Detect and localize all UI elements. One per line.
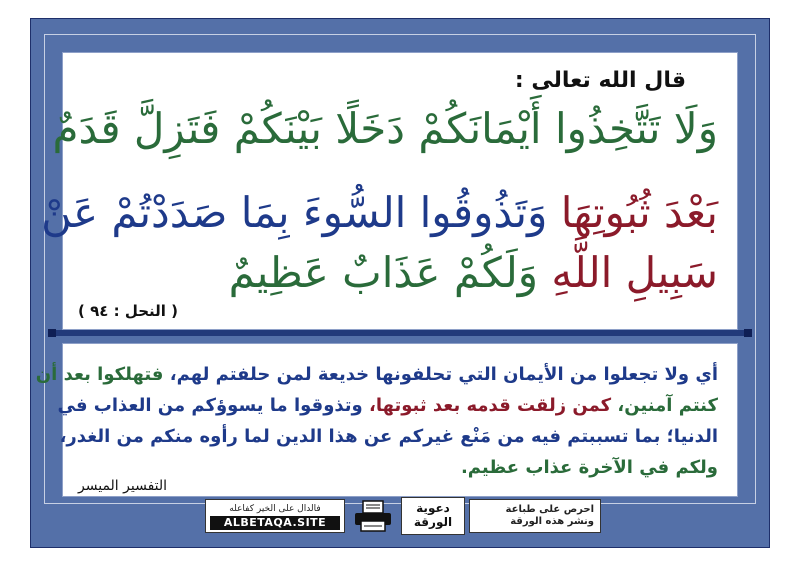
verse-line-1: [52, 104, 718, 153]
verse-line-2-red: بَعْدَ ثُبُوتِهَا: [547, 188, 718, 237]
tafsir-line-2-green: كنتم آمنين،: [611, 395, 718, 416]
logo-text: دعوية الورقة: [413, 501, 453, 529]
tafsir-line-1-green: فتهلكوا بعد أن: [35, 364, 164, 385]
tafsir-line-2-red: كمن زلقت قدمه بعد ثبوتها،: [362, 395, 612, 416]
footer-site-box: [205, 499, 345, 533]
tafsir-source: التفسير الميسر: [78, 478, 168, 494]
divider-cap-right: [744, 329, 752, 337]
tafsir-line-2: [58, 397, 718, 415]
verse-reference: ( النحل : ٩٤ ): [78, 302, 179, 320]
verse-line-2-blue: وَتَذُوقُوا السُّوءَ بِمَا صَدَدْتُمْ عَنْ: [41, 188, 548, 237]
footer-strip: [205, 497, 601, 537]
site-url[interactable]: ALBETAQA.SITE: [210, 516, 340, 530]
verse-intro: قال الله تعالى :: [514, 68, 686, 93]
verse-line-2: [41, 188, 718, 237]
tafsir-line-1: [36, 366, 718, 384]
footer-print-box: [469, 499, 601, 533]
tafsir-line-4: ولكم في الآخرة عذاب عظيم.: [460, 457, 718, 478]
verse-line-3: [228, 248, 718, 297]
tafsir-line-3: الدنيا؛ بما تسببتم فيه من مَنْع غيركم عن هذا الدين لما رأوه منكم من الغدر،: [59, 426, 718, 447]
footer-motto: فالدال على الخير كفاعله: [229, 504, 321, 514]
tafsir-line-1-blue: أي ولا تجعلوا من الأيمان التي تحلفونها خديعة لمن حلفتم لهم،: [163, 364, 718, 385]
print-reminder-line-2: ونشر هذه الورقة: [510, 516, 594, 527]
printer-icon: [351, 499, 395, 533]
verse-line-1-text: وَلَا تَتَّخِذُوا أَيْمَانَكُمْ دَخَلًا بَيْنَكُمْ فَتَزِلَّ قَدَمٌ: [52, 104, 718, 153]
divider-cap-left: [48, 329, 56, 337]
print-reminder-line-1: احرص على طباعة: [505, 504, 594, 515]
print-reminder: [506, 504, 594, 528]
tafsir-line-2-blue: وتذوقوا ما يسوؤكم من العذاب في: [57, 395, 363, 416]
panel-divider: [56, 330, 744, 336]
site-logo: [401, 497, 465, 535]
verse-line-3-green: وَلَكُمْ عَذَابٌ عَظِيمٌ: [228, 248, 539, 297]
verse-line-3-red: سَبِيلِ اللَّهِ: [538, 248, 718, 297]
